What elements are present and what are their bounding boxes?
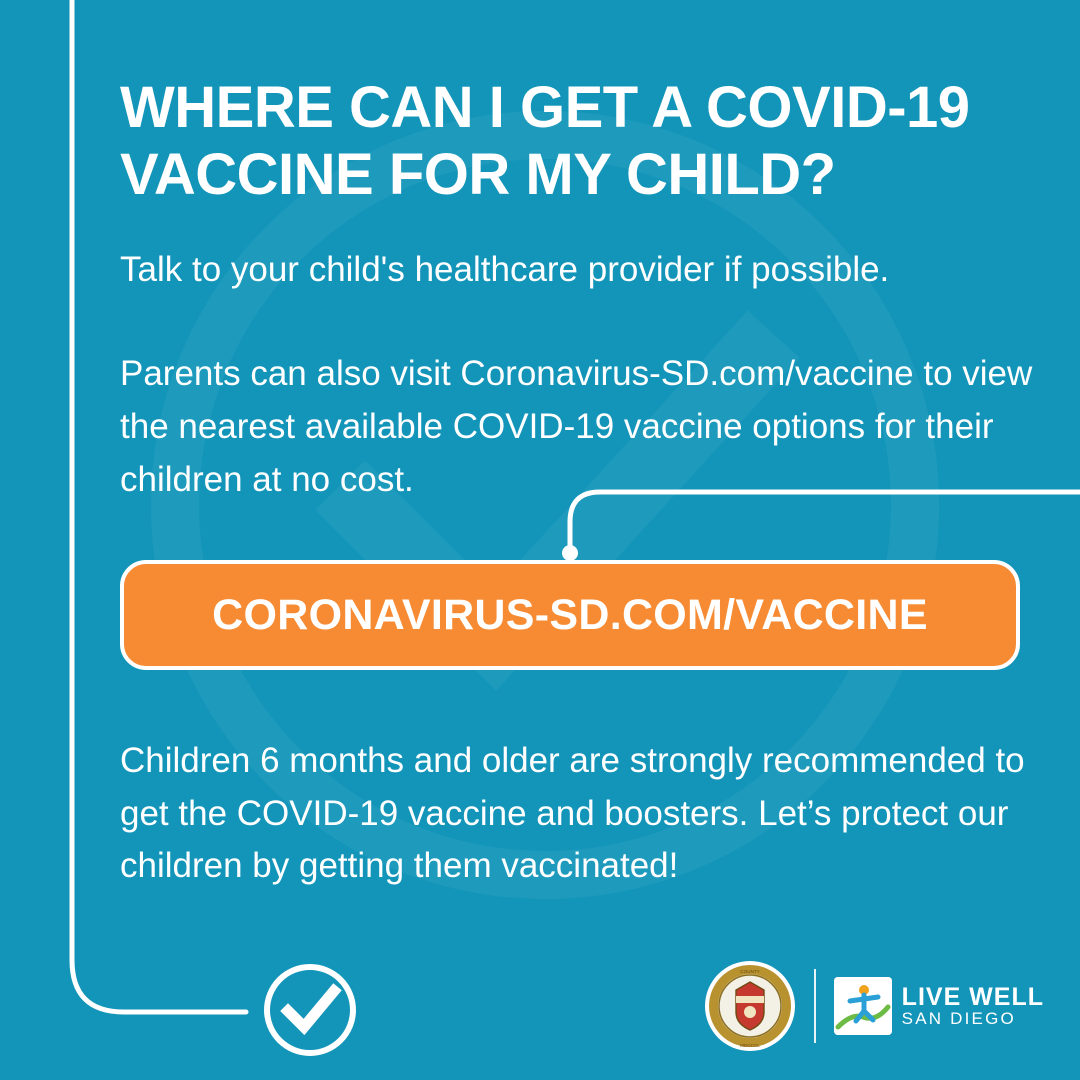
live-well-san-diego-logo (834, 977, 1044, 1035)
paragraph-recommendation: Children 6 months and older are strongly recommended to get the COVID-19 vaccine and boosters. Let’s protect our children by getting them vaccinated! (120, 741, 1025, 885)
paragraph-visit-site: Parents can also visit Coronavirus-SD.com/vaccine to view the nearest available COVID-19 vaccine options for their children at no cost. (120, 354, 1033, 500)
vaccine-site-button-label: CORONAVIRUS-SD.COM/VACCINE (212, 590, 928, 639)
page-title: WHERE CAN I GET A COVID-19 VACCINE FOR MY CHILD? (120, 74, 970, 207)
svg-text:MDCCCL: MDCCCL (739, 1043, 760, 1048)
live-well-wordmark (902, 984, 1044, 1028)
paragraph-provider: Talk to your child's healthcare provider if possible. (120, 250, 890, 289)
county-of-san-diego-seal (704, 960, 796, 1052)
live-well-line2: SAN DIEGO (901, 1009, 1016, 1029)
checkmark-circle-icon (262, 962, 358, 1058)
live-well-person-icon (834, 977, 892, 1035)
vaccine-site-button[interactable] (120, 560, 1020, 670)
logo-group (704, 960, 1044, 1052)
live-well-line1: LIVE WELL (901, 982, 1044, 1011)
svg-text:COUNTY: COUNTY (739, 969, 760, 974)
logo-divider (814, 969, 816, 1043)
